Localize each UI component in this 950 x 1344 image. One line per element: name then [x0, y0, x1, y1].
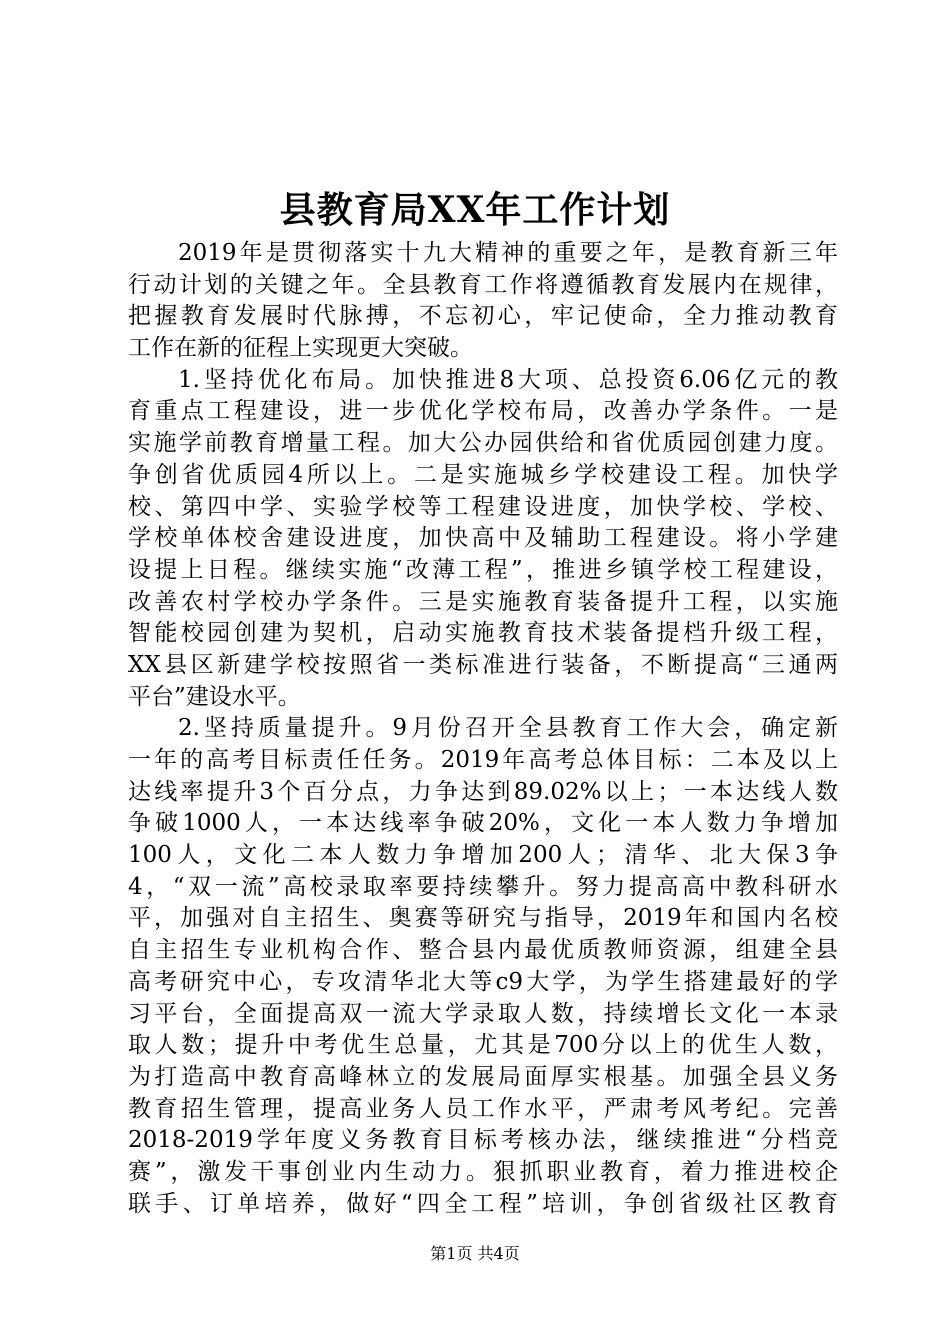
body-text-line: XX县区新建学校按照省一类标准进行装备，不断提高“三通两: [128, 651, 838, 678]
body-text-line: 智能校园创建为契机，启动实施教育技术装备提档升级工程，: [128, 620, 838, 647]
body-text-line: 行动计划的关键之年。全县教育工作将遵循教育发展内在规律，: [128, 271, 838, 298]
body-text-line: 把握教育发展时代脉搏，不忘初心，牢记使命，全力推动教育: [128, 303, 838, 330]
page-number-footer: 第1页 共4页: [430, 1244, 520, 1263]
body-text-line: 设提上日程。继续实施“改薄工程”，推进乡镇学校工程建设，: [128, 556, 838, 583]
body-text-line: 2.坚持质量提升。9月份召开全县教育工作大会，确定新: [178, 715, 838, 742]
body-text-line: 工作在新的征程上实现更大突破。: [128, 335, 473, 362]
body-text-line: 2018-2019学年度义务教育目标考核办法，继续推进“分档竞: [128, 1127, 838, 1154]
body-text-line: 自主招生专业机构合作、整合县内最优质教师资源，组建全县: [128, 937, 838, 964]
body-text-line: 教育招生管理，提高业务人员工作水平，严肃考风考纪。完善: [128, 1095, 838, 1122]
body-text-line: 赛”，激发干事创业内生动力。狠抓职业教育，着力推进校企: [128, 1158, 838, 1185]
document-title: 县教育局XX年工作计划: [279, 189, 671, 231]
body-text-line: 联手、订单培养，做好“四全工程”培训，争创省级社区教育: [128, 1190, 838, 1217]
body-text-line: 高考研究中心，专攻清华北大等c9大学，为学生搭建最好的学: [128, 968, 838, 995]
document-body: [128, 238, 838, 1220]
body-text-line: 习平台，全面提高双一流大学录取人数，持续增长文化一本录: [128, 1000, 838, 1027]
body-text-line: 争破1000人，一本达线率争破20%，文化一本人数力争增加: [128, 810, 838, 837]
body-text-line: 争创省优质园4所以上。二是实施城乡学校建设工程。加快学: [128, 461, 838, 488]
body-text-line: 改善农村学校办学条件。三是实施教育装备提升工程，以实施: [128, 588, 838, 615]
body-text-line: 达线率提升3个百分点，力争达到89.02%以上；一本达线人数: [128, 778, 838, 805]
body-text-line: 平，加强对自主招生、奥赛等研究与指导，2019年和国内名校: [128, 905, 838, 932]
body-text-line: 一年的高考目标责任任务。2019年高考总体目标：二本及以上: [128, 747, 838, 773]
body-text-line: 平台”建设水平。: [128, 683, 301, 710]
body-text-line: 100人，文化二本人数力争增加200人；清华、北大保3争: [128, 842, 838, 869]
body-text-line: 取人数；提升中考优生总量，尤其是700分以上的优生人数，: [128, 1032, 838, 1059]
body-text-line: 2019年是贯彻落实十九大精神的重要之年，是教育新三年: [178, 240, 838, 266]
body-text-line: 学校单体校舍建设进度，加快高中及辅助工程建设。将小学建: [128, 525, 838, 552]
body-text-line: 实施学前教育增量工程。加大公办园供给和省优质园创建力度。: [128, 430, 838, 457]
body-text-line: 1.坚持优化布局。加快推进8大项、总投资6.06亿元的教: [178, 366, 838, 393]
body-text-line: 校、第四中学、实验学校等工程建设进度，加快学校、学校、: [128, 493, 838, 520]
body-text-line: 4，“双一流”高校录取率要持续攀升。努力提高高中教科研水: [128, 873, 838, 900]
body-text-line: 为打造高中教育高峰林立的发展局面厚实根基。加强全县义务: [128, 1063, 838, 1090]
body-text-line: 育重点工程建设，进一步优化学校布局，改善办学条件。一是: [128, 398, 838, 425]
